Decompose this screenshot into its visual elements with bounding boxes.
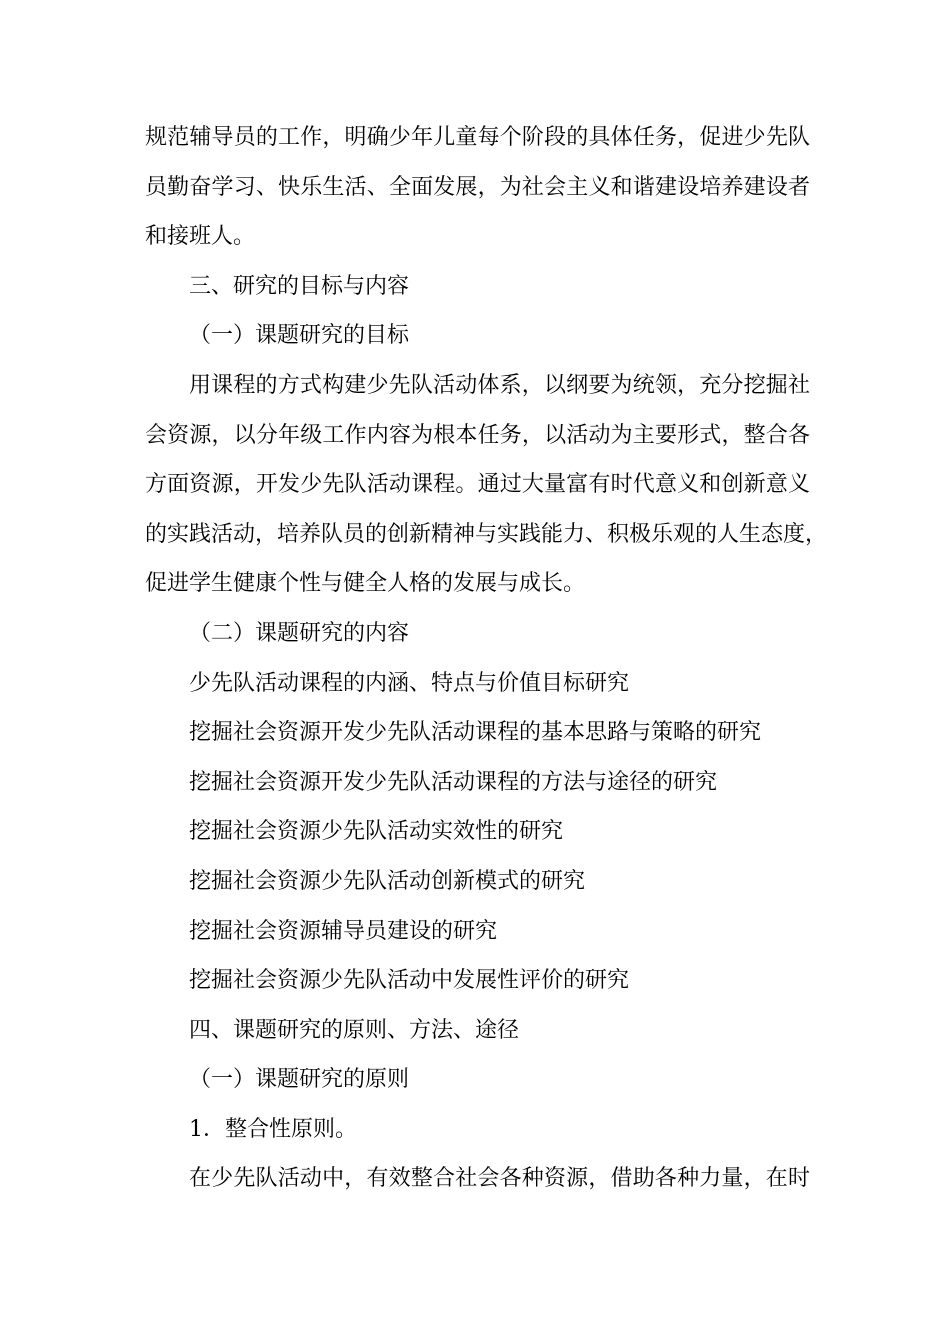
section-heading: 三、研究的目标与内容 [189, 273, 410, 299]
paragraph-line: 方面资源，开发少先队活动课程。通过大量富有时代意义和创新意义 [145, 472, 810, 498]
document-body [145, 113, 828, 1204]
list-item: 挖掘社会资源开发少先队活动课程的方法与途径的研究 [189, 769, 718, 795]
paragraph-line: 会资源，以分年级工作内容为根本任务，以活动为主要形式，整合各 [145, 422, 810, 448]
paragraph-line: 员勤奋学习、快乐生活、全面发展，为社会主义和谐建设培养建设者 [145, 174, 810, 200]
list-item: 挖掘社会资源少先队活动中发展性评价的研究 [189, 968, 630, 994]
subsection-heading: （一）课题研究的原则 [189, 1067, 410, 1093]
subsection-heading: （一）课题研究的目标 [189, 323, 410, 349]
section-heading: 四、课题研究的原则、方法、途径 [189, 1017, 520, 1043]
paragraph-line: 用课程的方式构建少先队活动体系，以纲要为统领，充分挖掘社 [189, 372, 810, 398]
paragraph-line: 在少先队活动中，有效整合社会各种资源，借助各种力量，在时 [189, 1166, 810, 1192]
paragraph-line: 的实践活动，培养队员的创新精神与实践能力、积极乐观的人生态度， [145, 521, 828, 547]
list-item: 挖掘社会资源开发少先队活动课程的基本思路与策略的研究 [189, 720, 762, 746]
paragraph-line: 促进学生健康个性与健全人格的发展与成长。 [145, 571, 586, 597]
paragraph-line: 和接班人。 [145, 224, 256, 250]
list-item: 少先队活动课程的内涵、特点与价值目标研究 [189, 670, 630, 696]
list-item: 挖掘社会资源辅导员建设的研究 [189, 918, 498, 944]
numbered-heading: 1．整合性原则。 [189, 1116, 357, 1142]
list-item: 挖掘社会资源少先队活动实效性的研究 [189, 819, 564, 845]
subsection-heading: （二）课题研究的内容 [189, 620, 410, 646]
paragraph-line: 规范辅导员的工作，明确少年儿童每个阶段的具体任务，促进少先队 [145, 125, 810, 150]
list-item: 挖掘社会资源少先队活动创新模式的研究 [189, 868, 586, 894]
